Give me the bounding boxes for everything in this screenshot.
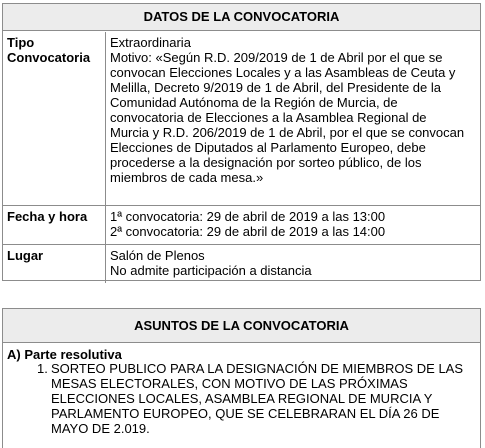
- tipo-line: Extraordinaria: [110, 35, 191, 50]
- lugar-value: [105, 245, 480, 283]
- tipo-line: convocatoria de Elecciones a la Asamblea Regional de: [110, 110, 427, 125]
- tipo-convocatoria-label: [7, 35, 99, 65]
- lugar-line: Salón de Plenos: [110, 248, 205, 263]
- fecha-line: 1ª convocatoria: 29 de abril de 2019 a las 13:00: [110, 209, 386, 224]
- tipo-line: convocan Elecciones Locales y a las Asambleas de Ceuta y: [110, 65, 456, 80]
- asunto-line: MESAS ELECTORALES, CON MOTIVO DE LAS PRÓXIMAS: [51, 376, 408, 391]
- tipo-convocatoria-row: [3, 32, 480, 205]
- tipo-line: Motivo: «Según R.D. 209/2019 de 1 de Abril por el que se: [110, 50, 443, 65]
- asunto-item-text: [51, 361, 463, 436]
- tipo-line: procederse a la designación por sorteo público, de los: [110, 155, 422, 170]
- tipo-line: Melilla, Decreto 9/2019 de 1 de Abril, del Presidente de la: [110, 80, 441, 95]
- asuntos-convocatoria-title: ASUNTOS DE LA CONVOCATORIA: [3, 309, 480, 343]
- tipo-line: Comunidad Autónoma de la Región de Murcia, de: [110, 95, 398, 110]
- tipo-label-line1: Tipo: [7, 35, 35, 50]
- tipo-line: Elecciones de Diputados al Parlamento Europeo, debe: [110, 140, 426, 155]
- asunto-line: SORTEO PUBLICO PARA LA DESIGNACIÓN DE MIEMBROS DE LAS: [51, 361, 464, 376]
- tipo-line: miembros de cada mesa.»: [110, 170, 264, 185]
- asunto-line: MAYO DE 2.019.: [51, 421, 150, 436]
- asunto-item-number: 1.: [37, 361, 48, 376]
- lugar-line: No admite participación a distancia: [110, 263, 312, 278]
- asuntos-convocatoria-table: [2, 308, 481, 448]
- tipo-line: Murcia y R.D. 206/2019 de 1 de Abril, por el que se convocan: [110, 125, 465, 140]
- asunto-line: PARLAMENTO EUROPEO, QUE SE CELEBRARAN EL DÍA 26 DE: [51, 406, 440, 421]
- lugar-label: Lugar: [7, 248, 44, 263]
- tipo-convocatoria-value: [105, 32, 480, 205]
- fecha-hora-row: [3, 205, 480, 245]
- fecha-hora-value: [105, 206, 480, 245]
- datos-convocatoria-table: [2, 3, 481, 281]
- lugar-row: [3, 244, 480, 283]
- fecha-line: 2ª convocatoria: 29 de abril de 2019 a las 14:00: [110, 224, 386, 239]
- datos-convocatoria-title: DATOS DE LA CONVOCATORIA: [3, 4, 480, 31]
- tipo-label-line2: Convocatoria: [7, 50, 91, 65]
- fecha-hora-label: Fecha y hora: [7, 209, 88, 224]
- parte-resolutiva-heading: A) Parte resolutiva: [7, 347, 122, 362]
- asunto-line: ELECCIONES LOCALES, ASAMBLEA REGIONAL DE MURCIA Y: [51, 391, 433, 406]
